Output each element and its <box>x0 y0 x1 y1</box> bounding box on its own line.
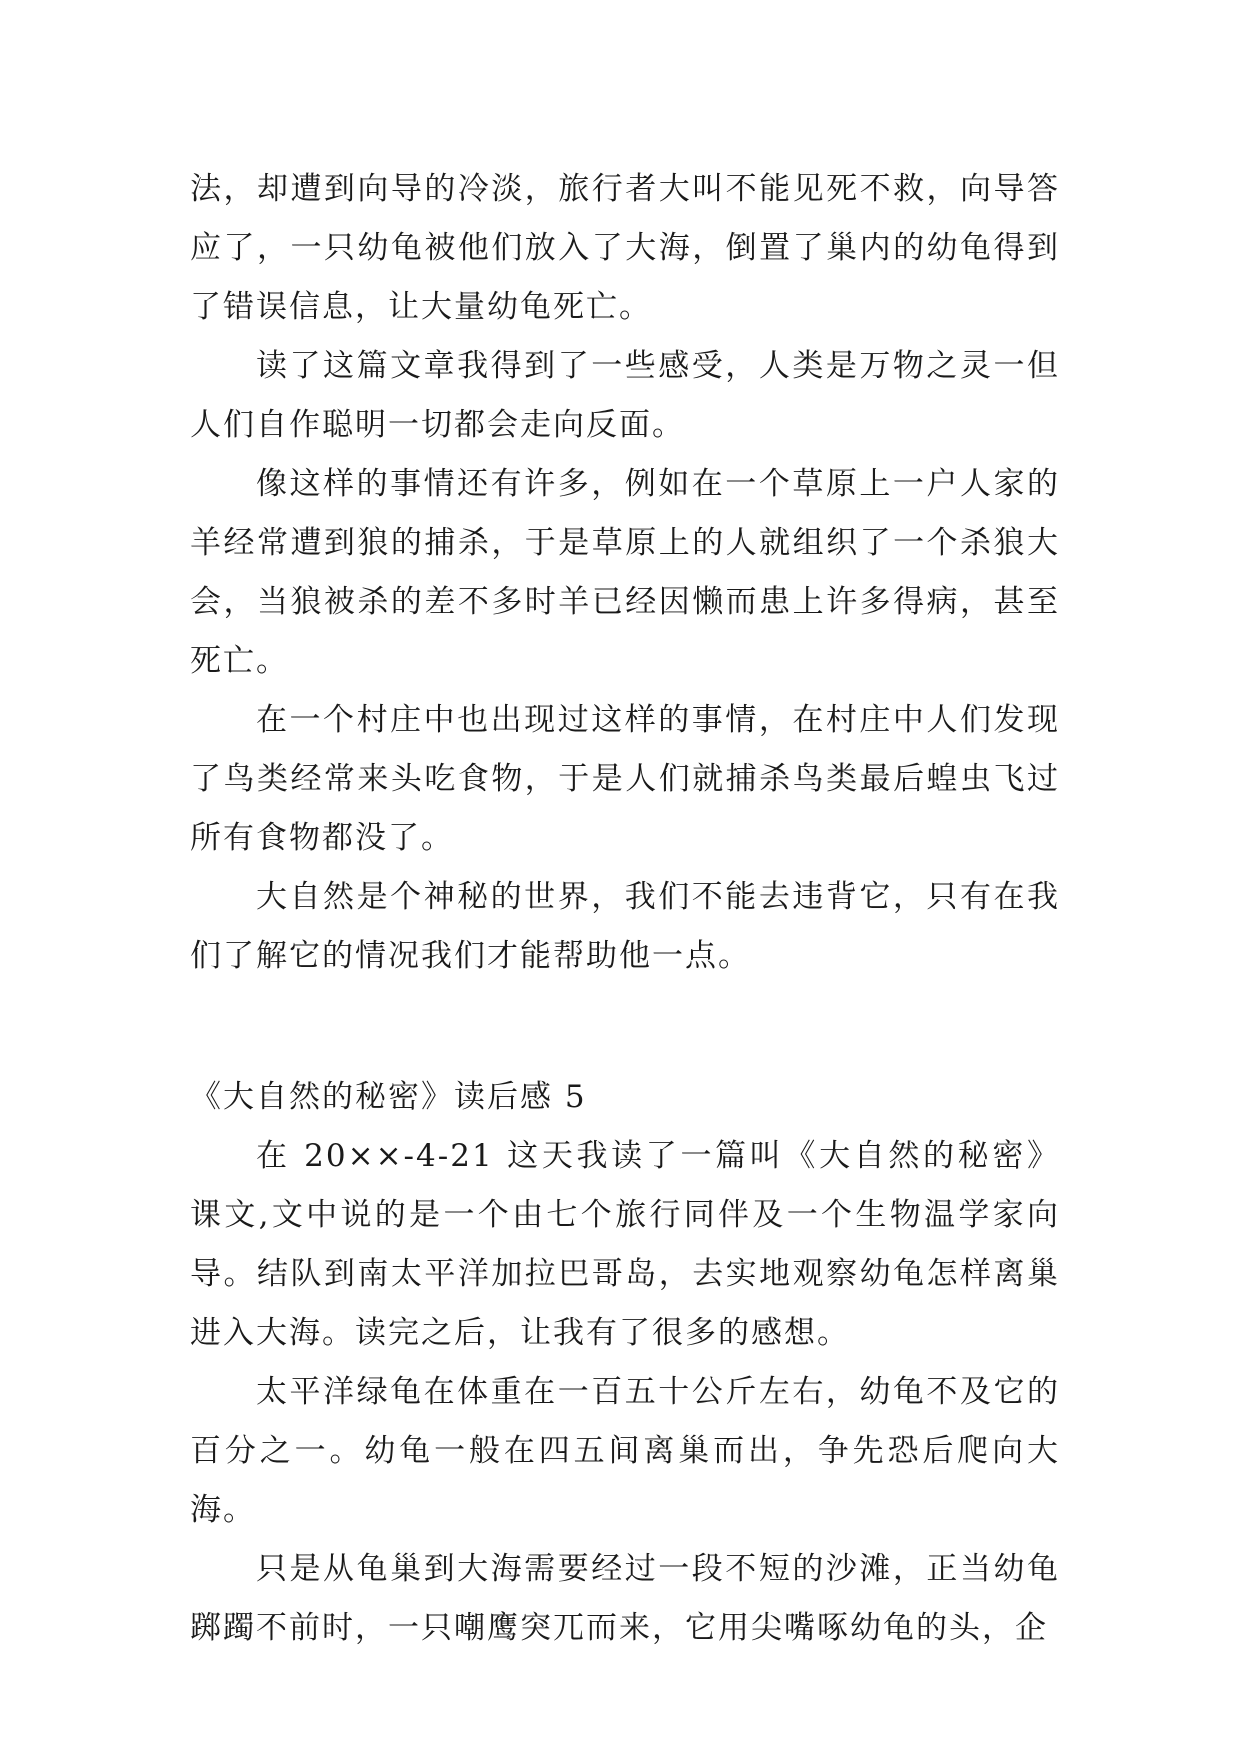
section-title: 《大自然的秘密》读后感 5 <box>190 1079 587 1115</box>
paragraph: 读了这篇文章我得到了一些感受，人类是万物之灵一但人们自作聪明一切都会走向反面。 <box>190 348 1060 443</box>
paragraph: 在 20××-4-21 这天我读了一篇叫《大自然的秘密》课文,文中说的是一个由七个旅行同伴及一个生物温学家向导。结队到南太平洋加拉巴哥岛，去实地观察幼龟怎样离巢进入大海。读完之后，让我有了很多的感想。 <box>190 1138 1060 1351</box>
paragraph-continued: 法，却遭到向导的冷淡，旅行者大叫不能见死不救，向导答应了，一只幼龟被他们放入了大海，倒置了巢内的幼龟得到了错误信息，让大量幼龟死亡。 <box>190 171 1060 325</box>
paragraph: 太平洋绿龟在体重在一百五十公斤左右，幼龟不及它的百分之一。幼龟一般在四五间离巢而出，争先恐后爬向大海。 <box>190 1374 1060 1528</box>
paragraph: 像这样的事情还有许多，例如在一个草原上一户人家的羊经常遭到狼的捕杀，于是草原上的人就组织了一个杀狼大会，当狼被杀的差不多时羊已经因懒而患上许多得病，甚至死亡。 <box>190 466 1060 679</box>
document-body <box>190 160 1060 1658</box>
paragraph: 大自然是个神秘的世界，我们不能去违背它，只有在我们了解它的情况我们才能帮助他一点。 <box>190 879 1060 974</box>
paragraph: 在一个村庄中也出现过这样的事情，在村庄中人们发现了鸟类经常来头吃食物，于是人们就捕杀鸟类最后蝗虫飞过所有食物都没了。 <box>190 702 1060 856</box>
paragraph: 只是从龟巢到大海需要经过一段不短的沙滩，正当幼龟踯躅不前时，一只嘲鹰突兀而来，它用尖嘴啄幼龟的头，企 <box>190 1551 1060 1646</box>
